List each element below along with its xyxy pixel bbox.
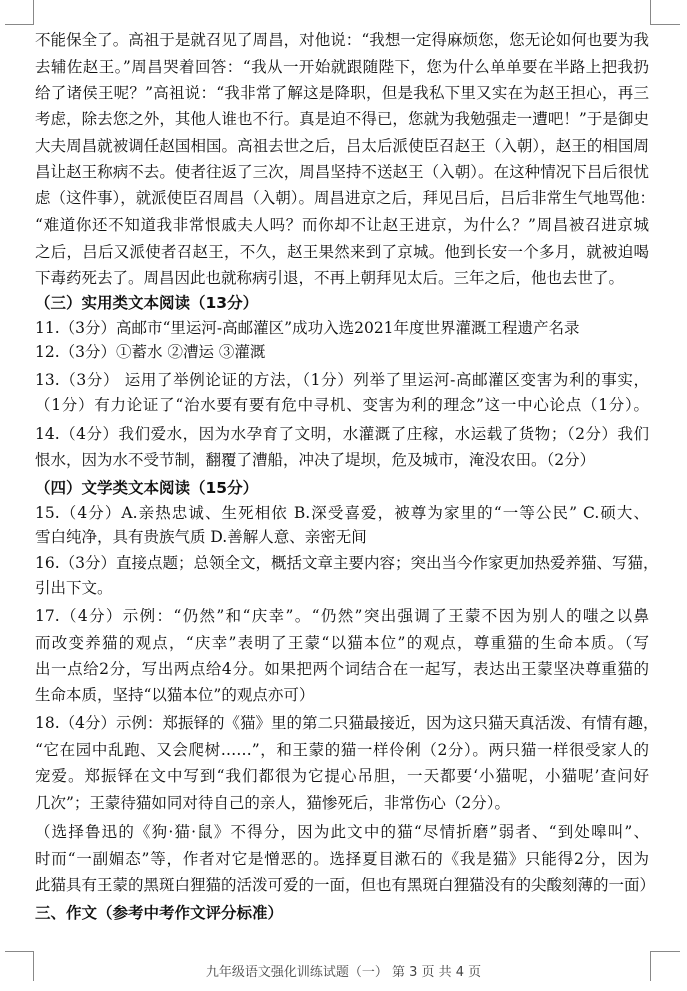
text-line: 昌让赵王称病不去。使者往返了三次，周昌坚持不送赵王（入朝）。在这种情况下吕后很忧 [35, 163, 649, 181]
text-line: 15.（4分）A.亲热忠诚、生死相依 B.深受喜爱，被尊为家里的“一等公民” C.硕大、 [35, 504, 649, 522]
text-line: 11.（3分）高邮市“里运河-高邮灌区”成功入选2021年度世界灌溉工程遗产名录 [35, 319, 580, 337]
text-line: 14.（4分）我们爱水，因为水孕育了文明，水灌溉了庄稼，水运载了货物；（2分）我们 [35, 425, 649, 443]
text-line: 而改变养猫的观点，“庆幸”表明了王蒙“以猫本位”的观点，尊重猫的生命本质。（写 [35, 634, 649, 652]
text-line: 不能保全了。高祖于是就召见了周昌，对他说：“我想一定得麻烦您，您无论如何也要为我 [35, 31, 649, 49]
text-line: 此猫具有王蒙的黑斑白狸猫的活泼可爱的一面，但也有黑斑白狸猫没有的尖酸刻薄的一面） [35, 876, 656, 894]
text-line: 引出下文。 [35, 579, 113, 597]
text-line: 13.（3分） 运用了举例论证的方法，（1分）列举了里运河-高邮灌区变害为利的事实， [35, 371, 649, 389]
text-line: 恨水，因为水不受节制，翻覆了漕船，冲决了堤坝，危及城市，淹没农田。（2分） [35, 451, 596, 469]
text-line: 几次”；王蒙待猫如同对待自己的亲人，猫惨死后，非常伤心（2分）。 [35, 794, 511, 812]
section-heading: （四）文学类文本阅读（15分） [35, 479, 259, 497]
text-line: （选择鲁迅的《狗·猫·鼠》不得分，因为此文中的猫“尽情折磨”弱者、“到处嗥叫”、 [35, 823, 649, 841]
text-line: 之后，吕后又派使者召赵王，不久，赵王果然来到了京城。他到长安一个多月，就被迫喝 [35, 243, 649, 261]
text-line: 虑（这件事），就派使臣召周昌（入朝）。周昌进京之后，拜见吕后，吕后非常生气地骂他： [35, 189, 656, 207]
text-line: “它在园中乱跑、又会爬树……”，和王蒙的猫一样伶俐（2分）。两只猫一样很受家人的 [35, 741, 649, 759]
section-heading: （三）实用类文本阅读（13分） [35, 294, 259, 312]
text-line: 17.（4分）示例：“仍然”和“庆幸”。“仍然”突出强调了王蒙不因为别人的嗤之以鼻 [35, 607, 649, 625]
text-line: 12.（3分）①蓄水 ②漕运 ③灌溉 [35, 343, 266, 361]
text-line: 大夫周昌就被调任赵国相国。高祖去世之后，吕太后派使臣召赵王（入朝），赵王的相国周 [35, 137, 649, 155]
text-line: （1分）有力论证了“治水要有要有危中寻机、变害为利的理念”这一中心论点（1分）。 [35, 396, 649, 414]
text-line: 生命本质，坚持“以猫本位”的观点亦可） [35, 686, 315, 704]
text-line: 给了诸侯王呢？”高祖说：“我非常了解这是降职，但是我私下里又实在为赵王担心，再三 [35, 84, 649, 102]
text-line: 出一点给2分，写出两点给4分。如果把两个词结合在一起写，表达出王蒙坚决尊重猫的 [35, 660, 649, 678]
text-line: 雪白纯净，具有贵族气质 D.善解人意、亲密无间 [35, 528, 367, 546]
text-line: 考虑，除去您之外，其他人谁也不行。真是迫不得已，您就为我勉强走一遭吧！”于是御史 [35, 110, 649, 128]
page-footer: 九年级语文强化训练试题（一） 第 3 页 共 4 页 [205, 965, 482, 980]
text-line: 宠爱。郑振铎在文中写到“我们都很为它提心吊胆，一天都要‘小猫呢，小猫呢’查问好 [35, 767, 649, 785]
text-line: 时而“一副媚态”等，作者对它是憎恶的。选择夏目漱石的《我是猫》只能得2分，因为 [35, 850, 649, 868]
section-heading: 三、作文（参考中考作文评分标准） [35, 904, 284, 922]
text-line: 去辅佐赵王。”周昌哭着回答：“我从一开始就跟随陛下，您为什么单单要在半路上把我扔 [35, 58, 649, 76]
text-line: 16.（3分）直接点题；总领全文，概括文章主要内容；突出当今作家更加热爱养猫、写猫， [35, 554, 659, 572]
text-line: “难道你还不知道我非常恨戚夫人吗？而你却不让赵王进京，为什么？”周昌被召进京城 [35, 216, 649, 234]
text-line: 下毒药死去了。周昌因此也就称病引退，不再上朝拜见太后。三年之后，他也去世了。 [35, 269, 625, 287]
text-line: 18.（4分）示例：郑振铎的《猫》里的第二只猫最接近，因为这只猫天真活泼、有情有趣， [35, 714, 659, 732]
